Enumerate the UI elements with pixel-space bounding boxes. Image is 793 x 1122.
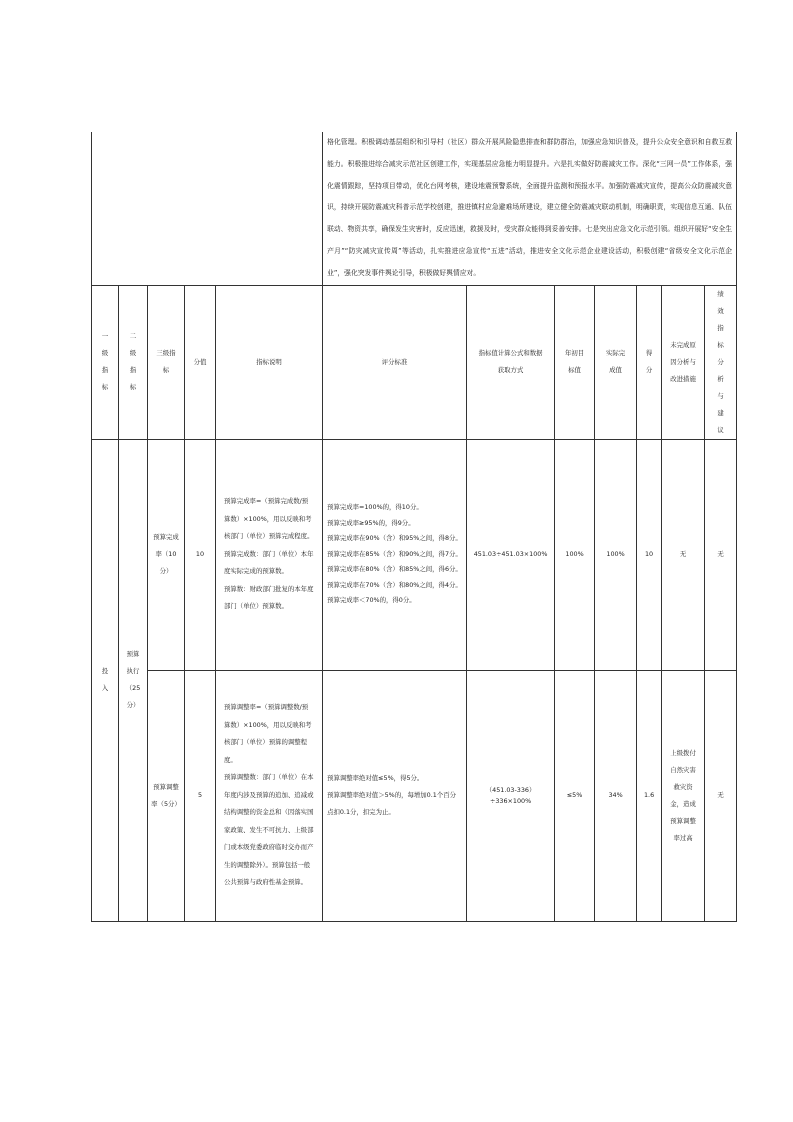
description-cell: 预算完成率=（预算完成数/预算数）×100%，用以反映和考核部门（单位）预算完成程度。 预算完成数：部门（单位）本年度实际完成的预算数。 预算数：财政部门批复的本年度部门（单位）预算数。 bbox=[216, 439, 323, 670]
header-formula: 指标值计算公式和数据获取方式 bbox=[467, 285, 555, 439]
formula-cell: 451.03÷451.03×100% bbox=[467, 439, 555, 670]
continuation-text: 格化管理。积极调动基层组织和引导村（社区）群众开展风险隐患排查和群防群治，加强应急知识普及，提升公众安全意识和自救互救能力。积极推进综合减灾示范社区创建工作，实现基层应急能力明显提升。六是扎实做好防震减灾工作。深化“三网一员”工作体系，强化震情跟踪，坚持项目带动，优化台网考核，建设地震预警系统，全面提升监测和预报水平。加强防震减灾宣传，提高公众防震减灾意识，持续开展防震减灾科普示范学校创建，推进镇村应急避难场所建设，建立健全防震减灾联动机制，明确职责，实现信息互通、队伍联动、物资共享，确保发生灾害时，反应迅速，救援及时，受灾群众能得到妥善安排。七是突出应急文化示范引领。组织开展好“安全生产月”“防灾减灾宣传周”等活动，扎实推进应急宣传“五进”活动，推进安全文化示范企业建设活动，积极创建“省级安全文化示范企业”，强化突发事件舆论引导，积极做好舆情应对。 bbox=[323, 132, 737, 285]
level2-cell: 预算执行（25分） bbox=[119, 439, 148, 921]
header-score: 分值 bbox=[185, 285, 216, 439]
blank-cell bbox=[92, 132, 323, 285]
header-level2: 二级指标 bbox=[119, 285, 148, 439]
score-cell: 5 bbox=[185, 670, 216, 921]
got-score-cell: 1.6 bbox=[637, 670, 662, 921]
level3-cell: 预算完成率（10分） bbox=[148, 439, 185, 670]
reason-cell: 无 bbox=[662, 439, 705, 670]
table-row bbox=[92, 439, 737, 670]
header-suggestion: 绩效指标分析与建议 bbox=[705, 285, 737, 439]
suggestion-cell: 无 bbox=[705, 439, 737, 670]
level1-cell: 投入 bbox=[92, 439, 119, 921]
header-row bbox=[92, 285, 737, 439]
header-got: 得分 bbox=[637, 285, 662, 439]
table-row bbox=[92, 670, 737, 921]
header-description: 指标说明 bbox=[216, 285, 323, 439]
target-cell: ≤5% bbox=[555, 670, 595, 921]
reason-cell: 上级拨付自然灾害救灾资金，造成预算调整率过高 bbox=[662, 670, 705, 921]
level3-cell: 预算调整率（5分） bbox=[148, 670, 185, 921]
header-criteria: 评分标准 bbox=[323, 285, 467, 439]
description-cell: 预算调整率=（预算调整数/预算数）×100%，用以反映和考核部门（单位）预算的调整程度。 预算调整数：部门（单位）在本年度内涉及预算的追加、追减或结构调整的资金总和（因落实国家政策、发生不可抗力、上级部门或本级党委政府临时交办而产生的调整除外）。预算包括一般公共预算与政府性基金预算。 bbox=[216, 670, 323, 921]
criteria-cell: 预算完成率=100%的，得10分。 预算完成率≥95%的，得9分。 预算完成率在90%（含）和95%之间，得8分。 预算完成率在85%（含）和90%之间，得7分。 预算完成率在80%（含）和85%之间，得6分。 预算完成率在70%（含）和80%之间，得4分。 预算完成率＜70%的，得0分。 bbox=[323, 439, 467, 670]
score-cell: 10 bbox=[185, 439, 216, 670]
header-reason: 未完成原因分析与改进措施 bbox=[662, 285, 705, 439]
actual-cell: 100% bbox=[595, 439, 637, 670]
suggestion-cell: 无 bbox=[705, 670, 737, 921]
formula-cell: （451.03-336）÷336×100% bbox=[467, 670, 555, 921]
header-actual: 实际完成值 bbox=[595, 285, 637, 439]
got-score-cell: 10 bbox=[637, 439, 662, 670]
performance-table bbox=[91, 132, 737, 922]
continuation-row bbox=[92, 132, 737, 285]
header-level1: 一级指标 bbox=[92, 285, 119, 439]
header-level3: 三级指标 bbox=[148, 285, 185, 439]
header-target: 年初目标值 bbox=[555, 285, 595, 439]
target-cell: 100% bbox=[555, 439, 595, 670]
criteria-cell: 预算调整率绝对值≤5%，得5分。 预算调整率绝对值＞5%的，每增加0.1个百分点扣0.1分，扣完为止。 bbox=[323, 670, 467, 921]
actual-cell: 34% bbox=[595, 670, 637, 921]
